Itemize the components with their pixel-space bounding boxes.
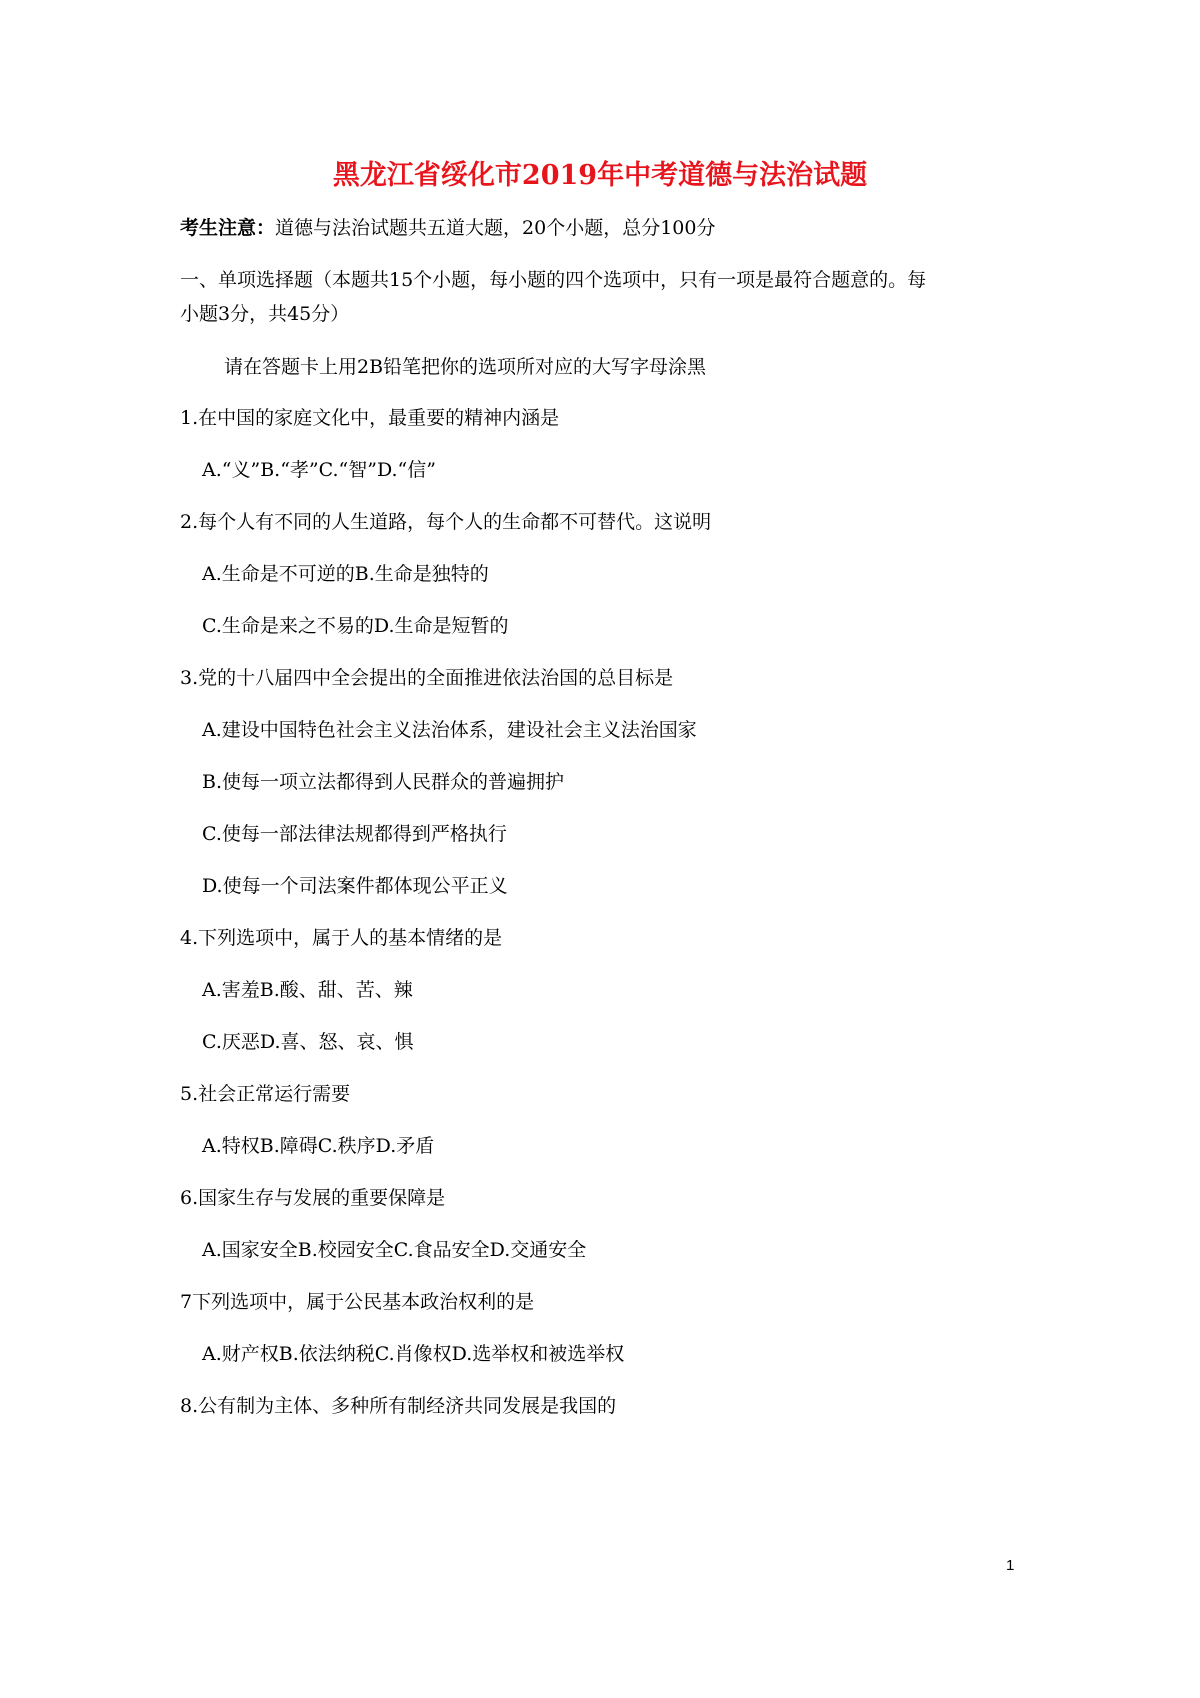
- question-stem: 5.社会正常运行需要: [180, 1083, 351, 1105]
- question-stem: 3.党的十八届四中全会提出的全面推进依法治国的总目标是: [180, 667, 674, 689]
- question-option: C.使每一部法律法规都得到严格执行: [202, 823, 507, 845]
- question-option: A.国家安全B.校园安全C.食品安全D.交通安全: [202, 1239, 587, 1261]
- question-option: D.使每一个司法案件都体现公平正义: [202, 875, 508, 897]
- question-stem: 4.下列选项中，属于人的基本情绪的是: [180, 927, 503, 949]
- question-option: A.建设中国特色社会主义法治体系，建设社会主义法治国家: [202, 719, 697, 741]
- question-stem: 2.每个人有不同的人生道路，每个人的生命都不可替代。这说明: [180, 511, 712, 533]
- question-option: C.厌恶D.喜、怒、哀、惧: [202, 1031, 414, 1053]
- question-option: A.特权B.障碍C.秩序D.矛盾: [202, 1135, 435, 1157]
- question-option: A.财产权B.依法纳税C.肖像权D.选举权和被选举权: [202, 1343, 625, 1365]
- question-option: B.使每一项立法都得到人民群众的普遍拥护: [202, 771, 565, 793]
- section-heading-line-2: 小题3分，共45分）: [180, 303, 350, 325]
- notice-line: [180, 214, 715, 242]
- question-option: C.生命是来之不易的D.生命是短暂的: [202, 615, 509, 637]
- notice-label: 考生注意：: [180, 217, 276, 239]
- document-title: 黑龙江省绥化市2019年中考道德与法治试题: [332, 160, 868, 191]
- question-option: A.害羞B.酸、甜、苦、辣: [202, 979, 413, 1001]
- question-option: A.生命是不可逆的B.生命是独特的: [202, 563, 489, 585]
- question-stem: 1.在中国的家庭文化中，最重要的精神内涵是: [180, 407, 560, 429]
- section-instruction: 请在答题卡上用2B铅笔把你的选项所对应的大写字母涂黑: [224, 356, 707, 378]
- section-heading-line-1: 一、单项选择题（本题共15个小题，每小题的四个选项中，只有一项是最符合题意的。每: [180, 269, 927, 291]
- question-stem: 6.国家生存与发展的重要保障是: [180, 1187, 446, 1209]
- question-option: A.“义”B.“孝”C.“智”D.“信”: [202, 459, 436, 481]
- notice-text: 道德与法治试题共五道大题，20个小题，总分100分: [275, 217, 716, 239]
- question-stem: 7下列选项中，属于公民基本政治权利的是: [180, 1291, 535, 1313]
- page-number: 1: [1006, 1557, 1015, 1574]
- question-stem: 8.公有制为主体、多种所有制经济共同发展是我国的: [180, 1395, 617, 1417]
